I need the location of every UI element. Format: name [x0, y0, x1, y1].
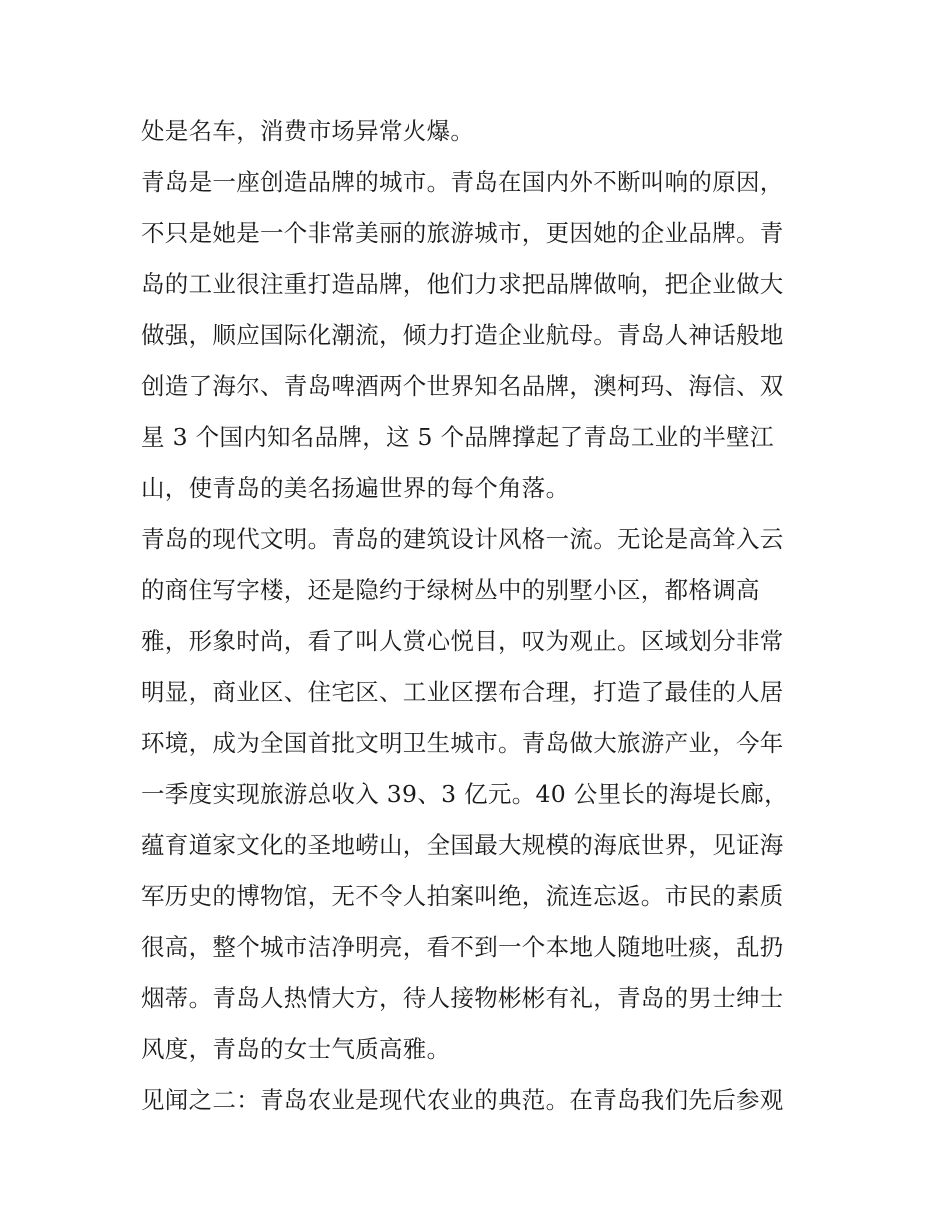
text-line: 环境，成为全国首批文明卫生城市。青岛做大旅游产业，今年	[141, 729, 784, 757]
body-text	[141, 106, 821, 1126]
text-line: 军历史的博物馆，无不令人拍案叫绝，流连忘返。市民的素质	[141, 882, 784, 910]
text-line: 山，使青岛的美名扬遍世界的每个角落。	[141, 474, 570, 502]
text-line: 一季度实现旅游总收入 39、3 亿元。40 公里长的海堤长廊，	[141, 780, 788, 808]
text-line: 处是名车，消费市场异常火爆。	[141, 117, 475, 145]
text-line: 烟蒂。青岛人热情大方，待人接物彬彬有礼，青岛的男士绅士	[141, 984, 784, 1012]
text-line: 蕴育道家文化的圣地崂山，全国最大规模的海底世界，见证海	[141, 831, 784, 859]
text-line: 做强，顺应国际化潮流，倾力打造企业航母。青岛人神话般地	[141, 321, 784, 349]
text-line: 明显，商业区、住宅区、工业区摆布合理，打造了最佳的人居	[141, 678, 784, 706]
text-line: 见闻之二：青岛农业是现代农业的典范。在青岛我们先后参观	[141, 1086, 784, 1114]
text-line: 雅，形象时尚，看了叫人赏心悦目，叹为观止。区域划分非常	[141, 627, 784, 655]
text-line: 岛的工业很注重打造品牌，他们力求把品牌做响，把企业做大	[141, 270, 784, 298]
text-line: 不只是她是一个非常美丽的旅游城市，更因她的企业品牌。青	[141, 219, 784, 247]
text-line: 星 3 个国内知名品牌，这 5 个品牌撑起了青岛工业的半壁江	[141, 423, 774, 451]
text-line: 很高，整个城市洁净明亮，看不到一个本地人随地吐痰，乱扔	[141, 933, 784, 961]
text-line: 青岛是一座创造品牌的城市。青岛在国内外不断叫响的原因，	[141, 168, 784, 196]
text-line: 青岛的现代文明。青岛的建筑设计风格一流。无论是高耸入云	[141, 525, 784, 553]
text-line: 的商住写字楼，还是隐约于绿树丛中的别墅小区，都格调高	[141, 576, 760, 604]
text-line: 风度，青岛的女士气质高雅。	[141, 1035, 451, 1063]
text-line: 创造了海尔、青岛啤酒两个世界知名品牌，澳柯玛、海信、双	[141, 372, 784, 400]
